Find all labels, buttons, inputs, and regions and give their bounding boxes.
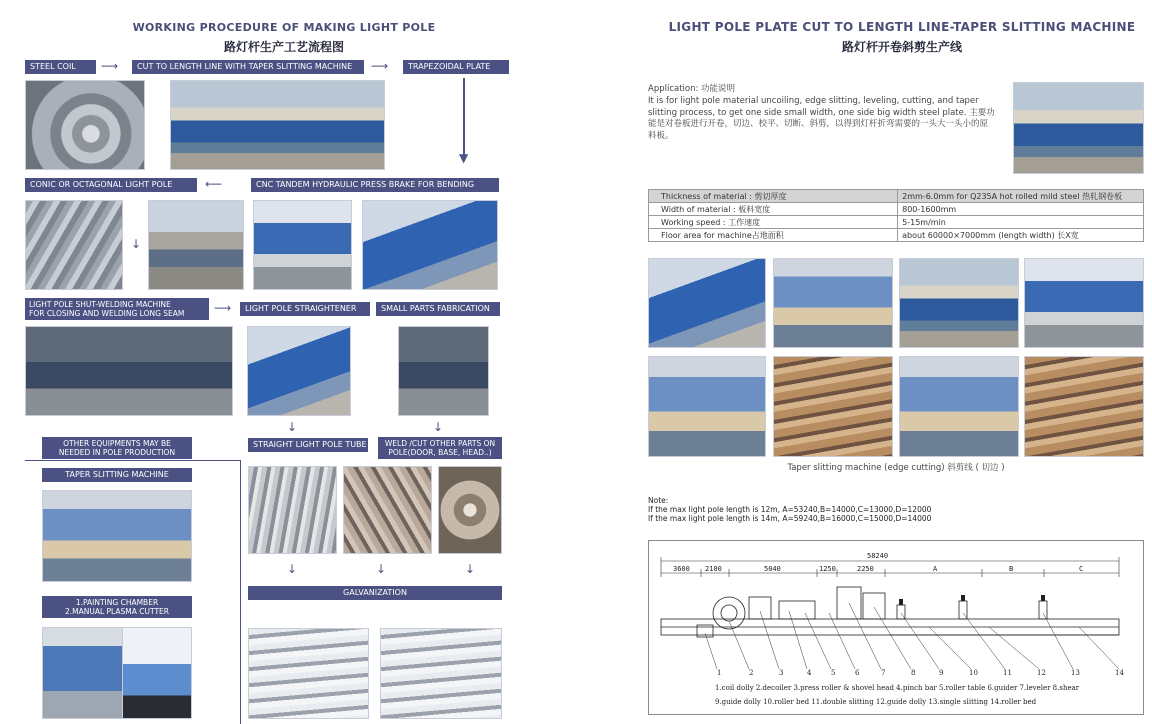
dim-B: B	[1009, 565, 1014, 573]
spec-table	[648, 189, 1144, 242]
photo-application	[1013, 82, 1144, 174]
label-straight-tube: STRAIGHT LIGHT POLE TUBE	[248, 438, 368, 452]
arrow-down-icon: ↓	[465, 562, 476, 576]
callout-5: 5	[831, 669, 836, 677]
divider-horizontal	[25, 460, 241, 461]
dim-C: C	[1079, 565, 1084, 573]
callout-12: 12	[1037, 669, 1046, 677]
callout-2: 2	[749, 669, 754, 677]
right-title-cn: 路灯杆开卷斜剪生产线	[841, 40, 962, 54]
layout-diagram-drawing	[649, 541, 1143, 681]
label-painting-line1: 1.PAINTING CHAMBER	[75, 598, 159, 607]
photo-straightener	[247, 326, 351, 416]
spec-value: about 60000×7000mm (length width) 长X宽	[898, 229, 1144, 242]
photo-steel-coil	[25, 80, 145, 170]
photo-pole-parts	[438, 466, 502, 554]
dim-total: 58240	[867, 552, 889, 560]
photo-straight-tube-2	[343, 466, 432, 554]
label-conic-octagonal: CONIC OR OCTAGONAL LIGHT POLE	[25, 178, 197, 192]
callout-11: 11	[1003, 669, 1012, 677]
arrow-down-icon: ↓	[376, 562, 387, 576]
photo-cut-to-length-line	[170, 80, 385, 170]
spec-label: Working speed : 工作速度	[649, 216, 898, 229]
spec-label: Thickness of material : 剪切厚度	[649, 190, 898, 203]
label-small-parts: SMALL PARTS FABRICATION	[376, 302, 500, 316]
arrow-down-icon: ↓	[287, 562, 298, 576]
label-galvanization: GALVANIZATION	[248, 586, 502, 600]
dim-2250: 2250	[857, 565, 874, 573]
photo-painting-chamber	[42, 627, 128, 719]
photo-grid-2	[773, 258, 893, 348]
callout-numbers	[713, 669, 1133, 679]
label-other-equipments-line2: NEEDED IN POLE PRODUCTION	[58, 448, 176, 457]
spec-label: Floor area for machine占地面积	[649, 229, 898, 242]
callout-14: 14	[1115, 669, 1124, 677]
dim-5040: 5040	[764, 565, 781, 573]
photo-grid-5	[648, 356, 766, 457]
label-painting-line2: 2.MANUAL PLASMA CUTTER	[64, 607, 169, 616]
dim-3600: 3600	[673, 565, 690, 573]
callout-1: 1	[717, 669, 722, 677]
photo-grid-8	[1024, 356, 1144, 457]
photo-galvanized-2	[380, 628, 502, 719]
photo-straight-tube-1	[248, 466, 337, 554]
arrow-down-icon: ▼	[459, 151, 469, 165]
application-text-line2: slitting process, to get one side small width, one side big width steel plate. 主要功	[648, 107, 995, 118]
photo-caption: Taper slitting machine (edge cutting) 斜剪线 ( 切边 )	[787, 463, 1005, 473]
note-label: Note:	[648, 496, 669, 505]
dim-1250: 1250	[819, 565, 836, 573]
divider-vertical	[240, 460, 241, 724]
label-other-equipments	[42, 437, 192, 459]
callout-9: 9	[939, 669, 944, 677]
note-line1: If the max light pole length is 12m, A=53240,B=14000,C=13000,D=12000	[648, 505, 932, 514]
application-label: Application: 功能说明	[648, 84, 736, 94]
arrow-down-icon: ↓	[433, 420, 444, 434]
spec-row	[649, 216, 1144, 229]
label-steel-coil: STEEL COIL	[25, 60, 96, 74]
callout-8: 8	[911, 669, 916, 677]
photo-grid-7	[899, 356, 1019, 457]
application-text-line1: It is for light pole material uncoiling, edge slitting, leveling, cutting, and taper	[648, 96, 979, 106]
photo-conic-pole	[148, 200, 244, 290]
spec-value: 800-1600mm	[898, 203, 1144, 216]
spec-value: 5-15m/min	[898, 216, 1144, 229]
photo-galvanized-1	[248, 628, 369, 719]
photo-octagonal-pole	[25, 200, 123, 290]
note-block	[648, 496, 1144, 523]
note-line2: If the max light pole length is 14m, A=59240,B=16000,C=15000,D=14000	[648, 514, 932, 523]
callout-10: 10	[969, 669, 978, 677]
arrow-left-icon: ⟵	[205, 177, 223, 191]
arrow-down-icon: ↓	[287, 420, 298, 434]
label-taper-slitting: TAPER SLITTING MACHINE	[42, 468, 192, 482]
layout-diagram	[648, 540, 1144, 715]
label-weld-cut-line1: WELD /CUT OTHER PARTS ON	[384, 439, 496, 448]
arrow-right-icon: ⟶	[214, 301, 232, 315]
photo-grid-3	[899, 258, 1019, 348]
label-cut-to-length: CUT TO LENGTH LINE WITH TAPER SLITTING MACHINE	[132, 60, 364, 74]
label-weld-cut-parts	[378, 437, 502, 459]
callout-13: 13	[1071, 669, 1080, 677]
spec-row	[649, 203, 1144, 216]
right-title-en: LIGHT POLE PLATE CUT TO LENGTH LINE-TAPER SLITTING MACHINE	[668, 20, 1136, 34]
photo-small-parts	[398, 326, 489, 416]
spec-row	[649, 190, 1144, 203]
arrow-right-icon: ⟶	[101, 59, 119, 73]
label-other-equipments-line1: OTHER EQUIPMENTS MAY BE	[63, 439, 171, 448]
label-shut-welding-line1: LIGHT POLE SHUT-WELDING MACHINE	[29, 300, 171, 309]
dim-2100: 2100	[705, 565, 722, 573]
spec-label: Width of material : 板料宽度	[649, 203, 898, 216]
dim-A: A	[933, 565, 938, 573]
callout-4: 4	[807, 669, 812, 677]
photo-shut-welding	[25, 326, 233, 416]
diagram-legend-2: 9.guide dolly 10.roller bed 11.double slitting 12.guide dolly 13.single slitting 14.roller bed	[715, 698, 1037, 706]
application-text-line3: 能是对卷板进行开卷，切边、校平、切断、斜剪，以得到灯杆折弯需要的一头大一头小的原	[648, 119, 989, 129]
callout-3: 3	[779, 669, 784, 677]
photo-taper-slitting	[42, 490, 192, 582]
label-straightener: LIGHT POLE STRAIGHTENER	[240, 302, 370, 316]
arrow-down-line	[463, 78, 465, 156]
left-title-en: WORKING PROCEDURE OF MAKING LIGHT POLE	[132, 21, 436, 34]
label-shut-welding	[25, 298, 209, 320]
callout-7: 7	[881, 669, 886, 677]
label-press-brake: CNC TANDEM HYDRAULIC PRESS BRAKE FOR BENDING	[251, 178, 499, 192]
callout-6: 6	[855, 669, 860, 677]
photo-grid-4	[1024, 258, 1144, 348]
photo-grid-1	[648, 258, 766, 348]
photo-grid-6	[773, 356, 893, 457]
arrow-right-icon: ⟶	[371, 59, 389, 73]
photo-press-brake-2	[362, 200, 498, 290]
arrow-down-icon: ↓	[131, 237, 142, 251]
photo-press-brake-1	[253, 200, 352, 290]
label-painting-chamber	[42, 596, 192, 618]
application-text-line4: 料板。	[648, 130, 674, 141]
diagram-legend-1: 1.coil dolly 2.decoiler 3.press roller & shovel head 4.pinch bar 5.roller table 6.guider 7.leveler 8.shear	[715, 684, 1080, 692]
label-trapezoidal-plate: TRAPEZOIDAL PLATE	[403, 60, 509, 74]
spec-value: 2mm-6.0mm for Q235A hot rolled mild steel 热轧钢卷板	[898, 190, 1144, 203]
left-title-cn: 路灯杆生产工艺流程图	[223, 40, 344, 54]
photo-plasma-cutter	[122, 627, 192, 719]
label-shut-welding-line2: FOR CLOSING AND WELDING LONG SEAM	[29, 309, 185, 318]
application-text	[648, 96, 998, 142]
label-weld-cut-line2: POLE(DOOR, BASE, HEAD..)	[388, 448, 492, 457]
spec-row	[649, 229, 1144, 242]
